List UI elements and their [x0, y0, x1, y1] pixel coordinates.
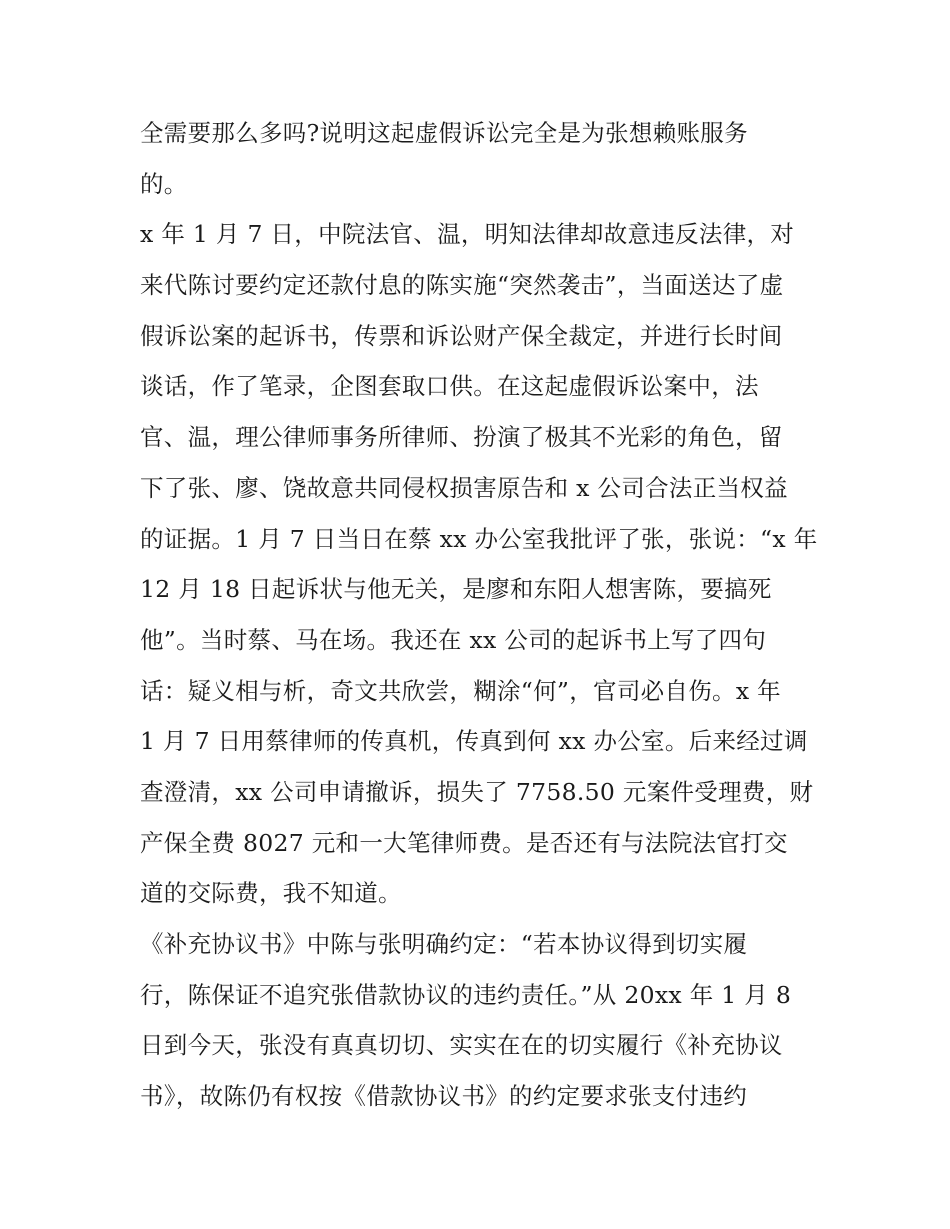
text-line: 假诉讼案的起诉书，传票和诉讼财产保全裁定，并进行长时间 — [140, 321, 783, 350]
text-line: 官、温，理公律师事务所律师、扮演了极其不光彩的角色，留 — [140, 423, 783, 452]
text-line: 书》，故陈仍有权按《借款协议书》的约定要求张支付违约 — [140, 1082, 748, 1111]
text-line: 下了张、廖、饶故意共同侵权损害原告和 x 公司合法正当权益 — [140, 473, 788, 502]
text-line: 全需要那么多吗?说明这起虚假诉讼完全是为张想赖账服务 — [140, 119, 748, 147]
text-line: 12 月 18 日起诉状与他无关，是廖和东阳人想害陈，要搞死 — [140, 575, 772, 604]
text-line: 产保全费 8027 元和一大笔律师费。是否还有与法院法官打交 — [140, 828, 788, 857]
text-line: 的证据。1 月 7 日当日在蔡 xx 办公室我批评了张，张说：“x 年 — [140, 524, 818, 553]
text-line: 1 月 7 日用蔡律师的传真机，传真到何 xx 办公室。后来经过调 — [140, 727, 808, 756]
text-line: 来代陈讨要约定还款付息的陈实施“突然袭击”，当面送达了虚 — [140, 271, 784, 300]
text-line: 行，陈保证不追究张借款协议的违约责任。”从 20xx 年 1 月 8 — [140, 980, 792, 1009]
text-line: 的。 — [140, 169, 188, 198]
text-line: x 年 1 月 7 日，中院法官、温，明知法律却故意违反法律，对 — [140, 220, 795, 249]
body-text — [140, 108, 820, 1122]
text-line: 日到今天，张没有真真切切、实实在在的切实履行《补充协议 — [140, 1031, 783, 1060]
text-line: 《补充协议书》中陈与张明确约定：“若本协议得到切实履 — [140, 930, 748, 958]
text-line: 道的交际费，我不知道。 — [140, 879, 402, 908]
text-line: 谈话，作了笔录，企图套取口供。在这起虚假诉讼案中，法 — [140, 372, 759, 401]
text-line: 他”。当时蔡、马在场。我还在 xx 公司的起诉书上写了四句 — [140, 625, 767, 654]
text-line: 话：疑义相与析，奇文共欣尝，糊涂“何”，官司必自伤。x 年 — [140, 676, 781, 705]
text-line: 查澄清，xx 公司申请撤诉，损失了 7758.50 元案件受理费，财 — [140, 777, 814, 806]
